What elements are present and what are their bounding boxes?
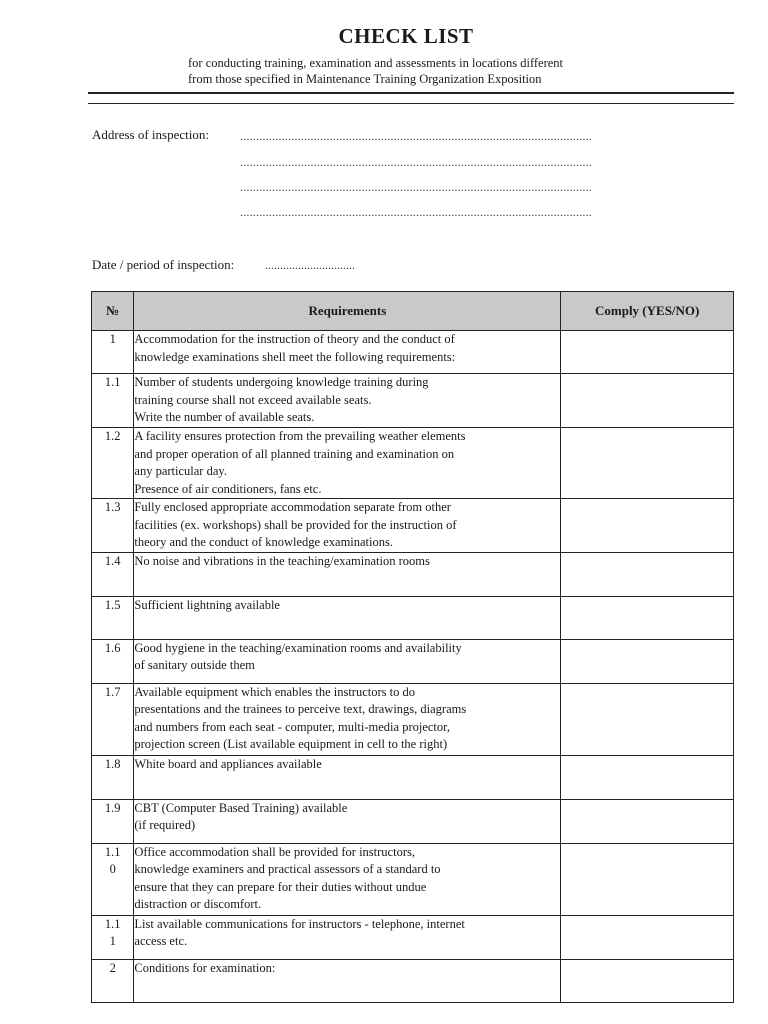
table-row bbox=[92, 755, 734, 799]
row-requirement: Office accommodation shall be provided for instructors, knowledge examiners and practical assessors of a standard to ensure that they can prepare for their duties without undue distraction or discomfort. bbox=[134, 843, 561, 915]
row-requirement: CBT (Computer Based Training) available (if required) bbox=[134, 799, 561, 843]
table-row bbox=[92, 843, 734, 915]
row-number: 1.5 bbox=[92, 596, 134, 639]
table-row bbox=[92, 915, 734, 959]
address-field-line-3[interactable]: .............................................................................................................. bbox=[240, 180, 592, 194]
row-number: 1 bbox=[92, 331, 134, 374]
address-label: Address of inspection: bbox=[92, 127, 209, 142]
row-number: 1.1 0 bbox=[92, 843, 134, 915]
header-rule-thin bbox=[88, 103, 734, 104]
row-number: 1.2 bbox=[92, 428, 134, 499]
table-row bbox=[92, 596, 734, 639]
table-row bbox=[92, 639, 734, 683]
address-field-line-2[interactable]: .............................................................................................................. bbox=[240, 155, 592, 169]
row-number: 1.3 bbox=[92, 499, 134, 553]
row-requirement: Conditions for examination: bbox=[134, 959, 561, 1002]
address-field-line-4[interactable]: .............................................................................................................. bbox=[240, 205, 592, 219]
row-number: 1.6 bbox=[92, 639, 134, 683]
row-requirement: No noise and vibrations in the teaching/examination rooms bbox=[134, 552, 561, 596]
comply-cell[interactable] bbox=[561, 683, 734, 755]
table-row bbox=[92, 331, 734, 374]
comply-cell[interactable] bbox=[561, 843, 734, 915]
column-header-comply: Comply (YES/NO) bbox=[561, 292, 734, 331]
page-subtitle bbox=[188, 55, 563, 87]
comply-cell[interactable] bbox=[561, 639, 734, 683]
row-number: 1.9 bbox=[92, 799, 134, 843]
table-row bbox=[92, 799, 734, 843]
comply-cell[interactable] bbox=[561, 799, 734, 843]
row-requirement: Fully enclosed appropriate accommodation separate from other facilities (ex. workshops) shall be provided for the instruction of theory and the conduct of knowledge examinations. bbox=[134, 499, 561, 553]
header-rule-thick bbox=[88, 92, 734, 94]
subtitle-line-1: for conducting training, examination and assessments in locations different bbox=[188, 56, 564, 70]
row-requirement: List available communications for instructors - telephone, internet access etc. bbox=[134, 915, 561, 959]
row-requirement: Good hygiene in the teaching/examination rooms and availability of sanitary outside them bbox=[134, 639, 561, 683]
row-requirement: Sufficient lightning available bbox=[134, 596, 561, 639]
page-title: CHECK LIST bbox=[338, 24, 474, 48]
row-requirement: White board and appliances available bbox=[134, 755, 561, 799]
table-row bbox=[92, 959, 734, 1002]
row-requirement: Number of students undergoing knowledge training during training course shall not exceed available seats. Write the number of available seats. bbox=[134, 374, 561, 428]
subtitle-line-2: from those specified in Maintenance Training Organization Exposition bbox=[188, 72, 542, 86]
table-row bbox=[92, 428, 734, 499]
column-header-no: № bbox=[92, 292, 134, 331]
comply-cell[interactable] bbox=[561, 428, 734, 499]
comply-cell[interactable] bbox=[561, 499, 734, 553]
date-field[interactable]: .............................. bbox=[265, 258, 355, 272]
comply-cell[interactable] bbox=[561, 374, 734, 428]
comply-cell[interactable] bbox=[561, 552, 734, 596]
table-row bbox=[92, 683, 734, 755]
column-header-requirements: Requirements bbox=[134, 292, 561, 331]
checklist-table bbox=[91, 291, 734, 1003]
comply-cell[interactable] bbox=[561, 915, 734, 959]
comply-cell[interactable] bbox=[561, 755, 734, 799]
row-number: 2 bbox=[92, 959, 134, 1002]
row-requirement: Available equipment which enables the instructors to do presentations and the trainees to perceive text, drawings, diagrams and numbers from each seat - computer, multi-media projector, projection screen (List available equipment in cell to the right) bbox=[134, 683, 561, 755]
row-requirement: Accommodation for the instruction of theory and the conduct of knowledge examinations shell meet the following requirements: bbox=[134, 331, 561, 374]
row-number: 1.8 bbox=[92, 755, 134, 799]
row-number: 1.7 bbox=[92, 683, 134, 755]
address-field-line-1[interactable]: .............................................................................................................. bbox=[240, 129, 592, 143]
row-requirement: A facility ensures protection from the prevailing weather elements and proper operation of all planned training and examination on any particular day. Presence of air conditioners, fans etc. bbox=[134, 428, 561, 499]
row-number: 1.1 bbox=[92, 374, 134, 428]
row-number: 1.1 1 bbox=[92, 915, 134, 959]
table-row bbox=[92, 374, 734, 428]
comply-cell[interactable] bbox=[561, 596, 734, 639]
table-row bbox=[92, 552, 734, 596]
table-header-row bbox=[92, 292, 734, 331]
comply-cell[interactable] bbox=[561, 331, 734, 374]
row-number: 1.4 bbox=[92, 552, 134, 596]
comply-cell[interactable] bbox=[561, 959, 734, 1002]
table-row bbox=[92, 499, 734, 553]
date-label: Date / period of inspection: bbox=[92, 257, 235, 272]
